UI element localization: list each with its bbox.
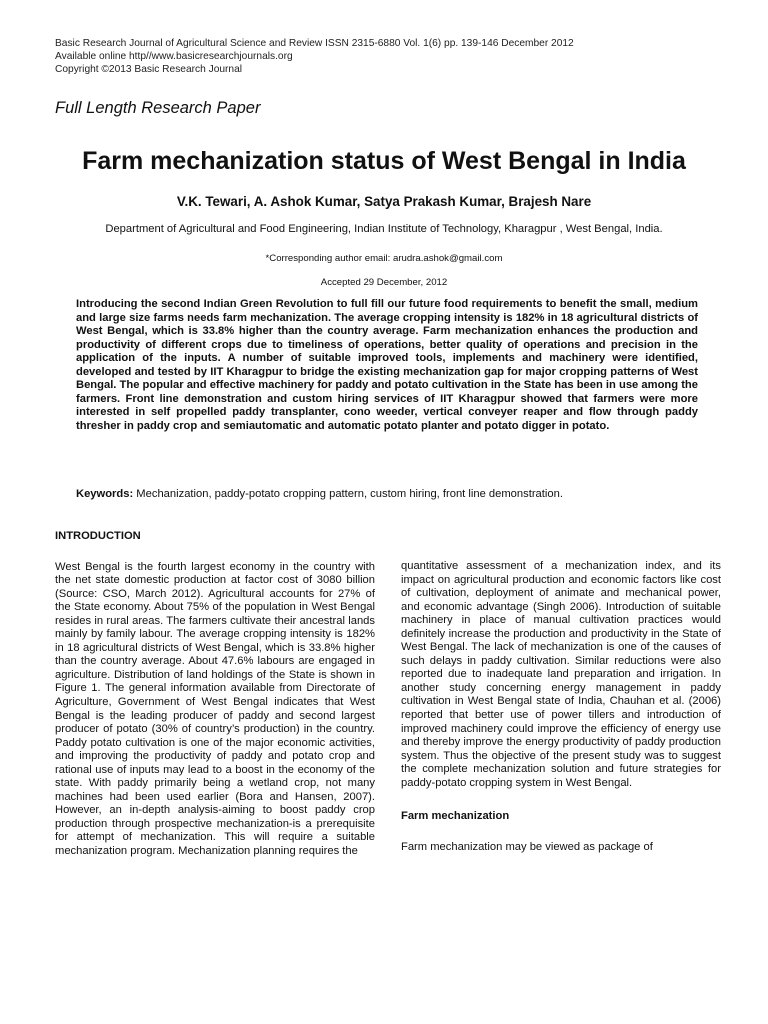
farm-mechanization-paragraph: Farm mechanization may be viewed as package of bbox=[401, 840, 653, 853]
corresponding-author: *Corresponding author email: arudra.ashok@gmail.com bbox=[265, 253, 503, 264]
accepted-date: Accepted 29 December, 2012 bbox=[320, 277, 448, 288]
introduction-heading: INTRODUCTION bbox=[55, 530, 141, 542]
keywords-text: Mechanization, paddy-potato cropping pattern, custom hiring, front line demonstration. bbox=[133, 488, 563, 500]
author-list: V.K. Tewari, A. Ashok Kumar, Satya Prakash Kumar, Brajesh Nare bbox=[176, 194, 592, 209]
paper-type: Full Length Research Paper bbox=[55, 99, 261, 117]
left-column bbox=[55, 530, 375, 859]
journal-citation: Basic Research Journal of Agricultural Science and Review ISSN 2315-6880 Vol. 1(6) pp. 139-146 December 2012 bbox=[55, 38, 574, 49]
right-column bbox=[401, 560, 721, 854]
abstract: Introducing the second Indian Green Revolution to full fill our future food requirements to benefit the small, medium and large size farms needs farm mechanization. The average cropping intensity is 182% in 18 agricultural districts of West Bengal, which is 33.8% higher than the country average. Farm mechanization enhances the production and productivity of different crops due to timeliness of operations, better quality of operations and precision in the application of the inputs. A number of suitable improved tools, implements and machinery were identified, developed and tested by IIT Kharagpur to bridge the existing mechanization gap for major cropping patterns of West Bengal. The popular and effective machinery for paddy and potato cultivation in the State has been in use among the farmers. Front line demonstration and custom hiring services of IIT Kharagpur showed that farmers were more interested in self propelled paddy transplanter, cono weeder, vertical conveyer reaper and flow through paddy thresher in paddy crop and semiautomatic and automatic potato planter and potato digger in potato. bbox=[76, 298, 698, 432]
journal-online-link: Available online http//www.basicresearchjournals.org bbox=[55, 51, 293, 62]
keywords-label: Keywords: bbox=[76, 488, 134, 500]
introduction-paragraph-right: quantitative assessment of a mechanization index, and its impact on agricultural production and economic factors like cost of cultivation, deployment of animate and mechanical power, and economic advantage (Singh 2006). Introduction of suitable machinery in place of manual cultivation practices would definitely increase the production and productivity in the State of West Bengal. The lack of mechanization is one of the causes of such delays in paddy cultivation. Similar reductions were also reported due to inadequate land preparation and irrigation. In another study concerning energy management in paddy cultivation in West Bengal state of India, Chauhan et al. (2006) reported that better use of power tillers and introduction of improved machinery could improve the efficiency of energy use and thereby improve the energy productivity of paddy production system. Thus the objective of the present study was to suggest the complete mechanization solution and future strategies for paddy-potato cropping system in West Bengal. bbox=[401, 560, 721, 789]
journal-header bbox=[55, 37, 715, 76]
keywords bbox=[76, 487, 698, 501]
farm-mechanization-heading: Farm mechanization bbox=[401, 810, 510, 823]
paper-title: Farm mechanization status of West Bengal in India bbox=[82, 147, 686, 175]
affiliation: Department of Agricultural and Food Engineering, Indian Institute of Technology, Kharagpur , West Bengal, India. bbox=[105, 223, 663, 235]
journal-copyright: Copyright ©2013 Basic Research Journal bbox=[55, 64, 243, 75]
introduction-paragraph-left: West Bengal is the fourth largest economy in the country with the net state domestic production at factor cost of 3080 billion (Source: CSO, March 2012). Agricultural accounts for 27% of the State economy. About 75% of the population in West Bengal resides in rural areas. The farmers cultivate their ancestral lands mainly by family labour. The average cropping intensity is 182% in 18 agricultural districts of West Bengal, which is 33.8% higher than the country average. About 47.6% labours are engaged in agriculture. Distribution of land holdings of the State is shown in Figure 1. The general information available from Directorate of Agriculture, Government of West Bengal indicates that West Bengal is the leading producer of paddy and second largest producer of potato (30% of country’s production) in the country. Paddy potato cultivation is one of the major economic activities, and improving the productivity of paddy and potato crop and rational use of inputs may lead to a boost in the economy of the state. With paddy primarily being a wetland crop, not many machines had been used earlier (Bora and Hansen, 2007). However, an in-depth analysis-aiming to boost paddy crop production through prospective mechanization-is a prerequisite for attempt of mechanization. This will require a suitable mechanization program. Mechanization planning requires the bbox=[55, 560, 375, 858]
